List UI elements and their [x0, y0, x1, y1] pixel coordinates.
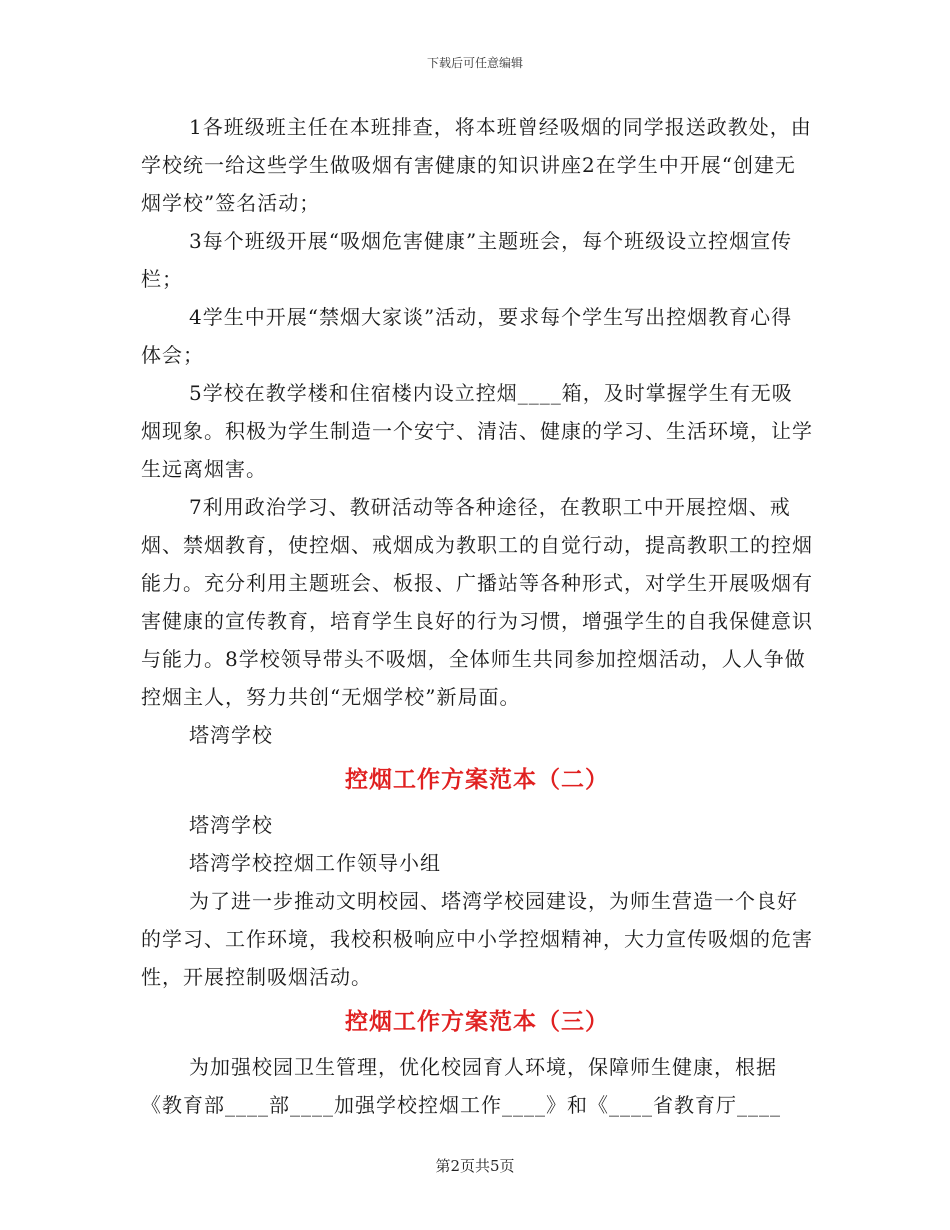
section-2-school: 塔湾学校 [189, 813, 273, 837]
paragraph-3: 3每个班级开展“吸烟危害健康”主题班会，每个班级设立控烟宣传栏； [141, 229, 793, 291]
document-body [141, 108, 813, 1124]
section-2-title: 控烟工作方案范本（二） [345, 766, 609, 793]
school-signature: 塔湾学校 [189, 723, 273, 747]
paragraph-4: 4学生中开展“禁烟大家谈”活动，要求每个学生写出控烟教育心得体会； [141, 305, 793, 367]
section-3-title: 控烟工作方案范本（三） [345, 1008, 609, 1035]
page-header: 下载后可任意编辑 [426, 56, 523, 70]
section-2-group: 塔湾学校控烟工作领导小组 [189, 851, 441, 875]
section-2-intro: 为了进一步推动文明校园、塔湾学校园建设，为师生营造一个良好的学习、工作环境，我校积极响应中小学控烟精神，大力宣传吸烟的危害性，开展控制吸烟活动。 [141, 889, 813, 989]
page-footer: 第2页共5页 [435, 1157, 515, 1175]
section-3-intro: 为加强校园卫生管理，优化校园育人环境，保障师生健康，根据《教育部____部____加强学校控烟工作____》和《____省教育厅____ [141, 1055, 781, 1117]
paragraph-7: 7利用政治学习、教研活动等各种途径，在教职工中开展控烟、戒烟、禁烟教育，使控烟、戒烟成为教职工的自觉行动，提高教职工的控烟能力。充分利用主题班会、板报、广播站等各种形式，对学生开展吸烟有害健康的宣传教育，培育学生良好的行为习惯，增强学生的自我保健意识与能力。8学校领导带头不吸烟，全体师生共同参加控烟活动，人人争做控烟主人，努力共创“无烟学校”新局面。 [141, 495, 813, 709]
paragraph-1: 1各班级班主任在本班排查，将本班曾经吸烟的同学报送政教处，由学校统一给这些学生做吸烟有害健康的知识讲座2在学生中开展“创建无烟学校”签名活动； [141, 115, 812, 215]
paragraph-5: 5学校在教学楼和住宿楼内设立控烟____箱，及时掌握学生有无吸烟现象。积极为学生制造一个安宁、清洁、健康的学习、生活环境，让学生远离烟害。 [141, 381, 813, 481]
